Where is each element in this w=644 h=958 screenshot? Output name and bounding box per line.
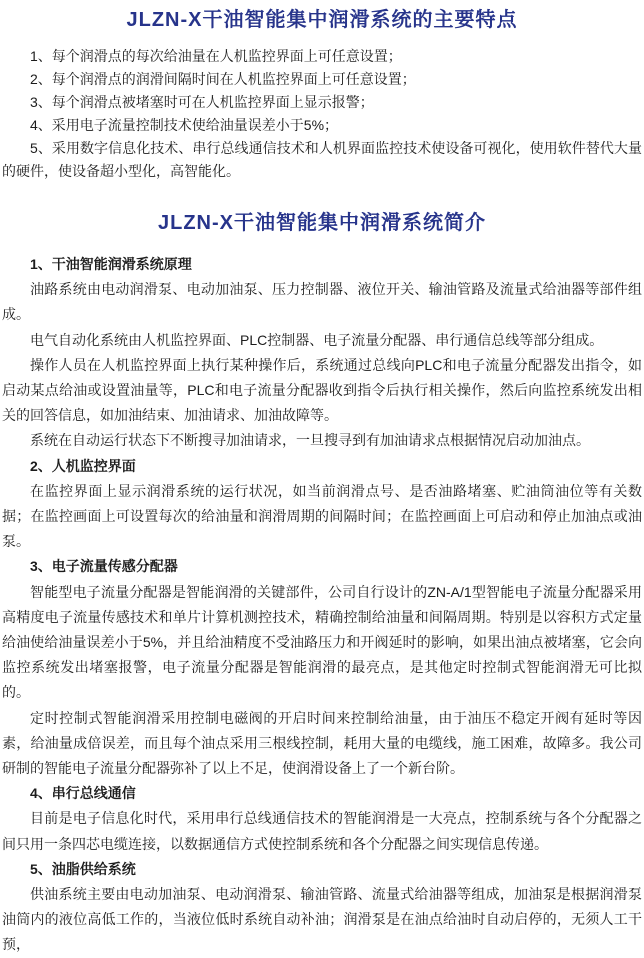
subheading-grease-supply: 5、油脂供给系统 — [30, 860, 136, 877]
feature-item-4: 4、采用电子流量控制技术使给油量误差小于5%； — [30, 117, 339, 133]
subheading-hmi: 2、人机监控界面 — [30, 457, 136, 474]
feature-item-5: 5、采用数字信息化技术、串行总线通信技术和人机界面监控技术使设备可视化，使用软件替代大量的硬件，使设备超小型化，高智能化。 — [2, 140, 642, 179]
subheading-system-principle: 1、干油智能润滑系统原理 — [30, 256, 192, 272]
intro-section-title: JLZN-X干油智能集中润滑系统简介 — [158, 212, 486, 234]
feature-item-2: 2、每个润滑点的润滑间隔时间在人机监控界面上可任意设置； — [30, 71, 416, 87]
paragraph-grease-supply-detail: 供油系统主要由电动加油泵、电动润滑泵、输油管路、流量式给油器等组成，加油泵是根据润滑泵油筒内的液位高低工作的，当液位低时系统自动补油；润滑泵是在油点给油时自动启停的，无须人工干预， — [2, 886, 642, 953]
subheading-serial-bus: 4、串行总线通信 — [30, 785, 136, 802]
paragraph-electrical-automation: 电气自动化系统由人机监控界面、PLC控制器、电子流量分配器、串行通信总线等部分组成。 — [30, 331, 604, 348]
paragraph-auto-search: 系统在自动运行状态下不断搜寻加油请求，一旦搜寻到有加油请求点根据情况启动加油点。 — [30, 432, 590, 449]
paragraph-flow-distributor-detail: 智能型电子流量分配器是智能润滑的关键部件，公司自行设计的ZN-A/1型智能电子流量分配器采用高精度电子流量传感技术和单片计算机测控技术，精确控制给油量和间隔周期。特别是以容积方式定量给油使给油量误差小于5%，并且给油精度不受油路压力和开阀延时的影响，如果出油点被堵塞，它会向监控系统发出堵塞报警，电子流量分配器是智能润滑的最亮点，是其他定时控制式智能润滑无可比拟的。 — [2, 583, 642, 701]
paragraph-hmi-detail: 在监控界面上显示润滑系统的运行状况，如当前润滑点号、是否油路堵塞、贮油筒油位等有关数据；在监控画面上可设置每次的给油量和润滑周期的间隔时间；在监控画面上可启动和停止加油点或油泵。 — [2, 482, 642, 550]
paragraph-oil-circuit: 油路系统由电动润滑泵、电动加油泵、压力控制器、液位开关、输油管路及流量式给油器等部件组成。 — [2, 281, 642, 323]
paragraph-serial-bus-detail: 目前是电子信息化时代，采用串行总线通信技术的智能润滑是一大亮点，控制系统与各个分配器之间只用一条四芯电缆连接，以数据通信方式使控制系统和各个分配器之间实现信息传递。 — [2, 810, 642, 852]
intro-section-body — [2, 252, 642, 958]
feature-item-1: 1、每个润滑点的每次给油量在人机监控界面上可任意设置； — [30, 48, 402, 64]
paragraph-timed-control-comparison: 定时控制式智能润滑采用控制电磁阀的开启时间来控制给油量，由于油压不稳定开阀有延时等因素，给油量成倍误差，而且每个油点采用三根线控制，耗用大量的电缆线，施工困难，故障多。我公司研制的智能电子流量分配器弥补了以上不足，使润滑设备上了一个新台阶。 — [2, 709, 642, 777]
document-page — [2, 0, 642, 953]
paragraph-operator-workflow: 操作人员在人机监控界面上执行某种操作后，系统通过总线向PLC和电子流量分配器发出指令，如启动某点给油或设置油量等，PLC和电子流量分配器收到指令后执行相关操作，然后向监控系统发出相关的回答信息，如加油结束、加油请求、加油故障等。 — [2, 356, 642, 424]
features-list — [2, 45, 642, 183]
subheading-flow-distributor: 3、电子流量传感分配器 — [30, 558, 178, 575]
features-section-title: JLZN-X干油智能集中润滑系统的主要特点 — [126, 9, 518, 31]
feature-item-3: 3、每个润滑点被堵塞时可在人机监控界面上显示报警； — [30, 94, 374, 110]
